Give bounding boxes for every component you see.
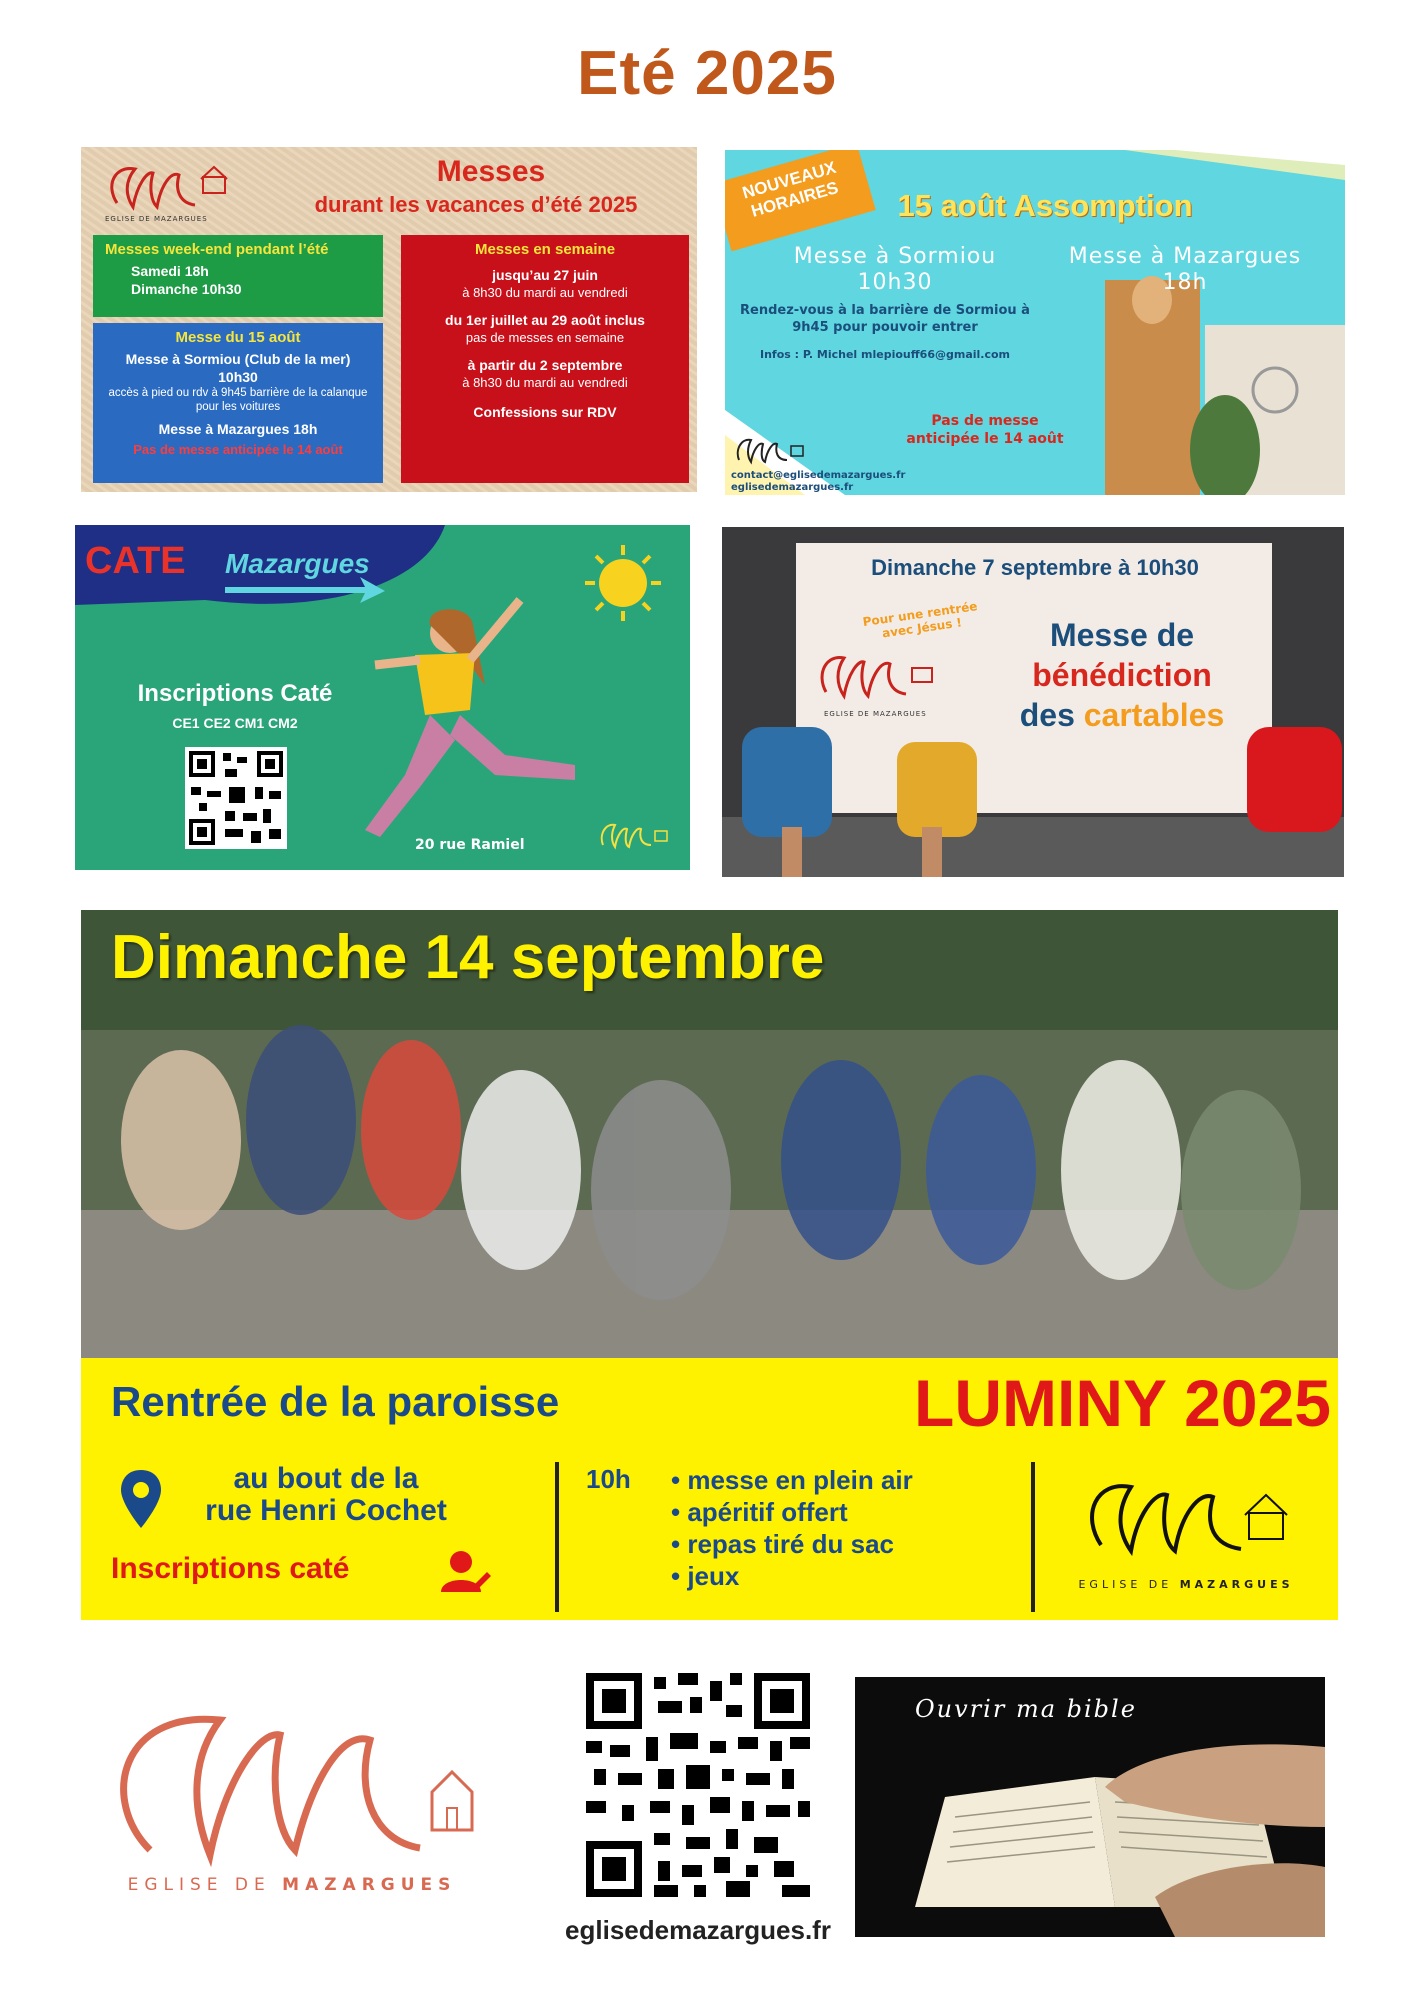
confessions: Confessions sur RDV [473,404,617,420]
weekday-box [401,235,689,483]
meeting-info: Rendez-vous à la barrière de Sormiou à 9h45 pour pouvoir entrer [740,303,1030,335]
user-edit-icon [441,1548,491,1598]
weekday-l2: à 8h30 du mardi au vendredi [462,285,628,300]
blessing-tagline: Pour une rentrée avec Jésus ! [861,599,979,641]
logo-caption: EGLISE DE MAZARGUES [127,1875,457,1895]
website-url[interactable]: eglisedemazargues.fr [565,1915,831,1945]
weekday-l3: du 1er juillet au 29 août inclus [445,312,645,328]
assumption-title: 15 août Assomption [897,188,1193,223]
logo-caption: EGLISE DE MAZARGUES [824,710,927,718]
no-anticipated-mass: Pas de messe anticipée le 14 août [133,442,343,457]
blessing-line1: Messe de [1049,617,1195,653]
blessing-line3a: des [1019,697,1084,733]
messes-summer-panel [81,147,697,492]
messes-subtitle: durant les vacances d’été 2025 [314,192,638,217]
activity-item: • messe en plein air [671,1465,913,1495]
mazargues-time: 18h [1162,270,1208,295]
sormiou-mass-block [745,244,1045,296]
mazargues-mass-block [1035,244,1335,296]
blessing-line3b: cartables [1083,697,1225,733]
blessing-line2: bénédiction [1032,657,1212,693]
mazargues-mass: Messe à Mazargues 18h [158,421,318,437]
weekend-saturday: Samedi 18h [131,263,209,279]
cate-mazargues: Mazargues [225,548,370,579]
luminy-date: Dimanche 14 septembre [111,923,825,992]
sormiou-time: 10h30 [218,369,258,385]
activity-item: • repas tiré du sac [671,1529,894,1559]
contact-info: Infos : P. Michel mlepiouff66@gmail.com [759,348,1010,361]
location-line1: au bout de la [233,1462,419,1495]
jumping-child-illustration [365,600,575,837]
weekend-box [93,235,383,317]
weekday-l1: jusqu’au 27 juin [492,267,598,283]
mazargues-big-logo [80,1680,500,1910]
open-bible-banner[interactable] [855,1677,1325,1937]
no-anticipated-mass: Pas de messe anticipée le 14 août [906,413,1064,447]
cate-registrations: Inscriptions Caté [137,680,333,707]
mazargues-logo [731,432,811,468]
weekday-l4: pas de messes en semaine [465,330,625,345]
sun-icon [599,559,647,607]
activity-item: • apéritif offert [671,1497,848,1527]
logo-caption: EGLISE DE MAZARGUES [105,215,208,223]
mazargues-logo [1071,1465,1311,1575]
location-text [176,1463,476,1527]
new-schedule-badge: NOUVEAUX HORAIRES [725,150,876,251]
location-pin-icon [121,1470,161,1530]
contact-site: eglisedemazargues.fr [731,482,854,493]
assumption-panel [725,150,1345,495]
weekday-header: Messes en semaine [474,241,616,258]
divider [1031,1462,1035,1612]
mazargues-logo-m [80,1680,500,1870]
cate-registrations: Inscriptions caté [111,1552,350,1585]
luminy-title: LUMINY 2025 [914,1366,1331,1440]
school-bags-illustration [722,527,1344,877]
mazargues-logo [95,155,245,225]
weekday-l6: à 8h30 du mardi au vendredi [462,375,628,390]
weekend-sunday: Dimanche 10h30 [131,281,242,297]
sormiou-time: 10h30 [857,270,933,295]
weekend-header: Messes week-end pendant l’été [105,241,329,258]
august15-box [93,323,383,483]
activity-list [671,1464,913,1592]
sormiou-note: accès à pied ou rdv à 9h45 barrière de la calanque pour les voitures [108,387,368,413]
bible-hand-illustration [855,1677,1325,1937]
sormiou-mass: Messe à Sormiou (Club de la mer) [125,351,351,367]
mazargues-logo [595,815,685,860]
cate-qr-code[interactable] [185,747,287,849]
parish-restart-title: Rentrée de la paroisse [111,1378,560,1425]
contact-block [731,470,951,494]
event-time: 10h [586,1464,631,1494]
location-line2: rue Henri Cochet [205,1494,447,1527]
catechism-panel [75,525,690,870]
website-qr-code[interactable] [586,1673,810,1897]
cate-word: CATE [85,540,186,582]
august15-header: Messe du 15 août [175,329,301,346]
mazargues-mass: Messe à Mazargues [1068,244,1302,269]
cate-levels: CE1 CE2 CM1 CM2 [172,715,298,731]
divider [555,1462,559,1612]
open-bible-title: Ouvrir ma bible [915,1695,1137,1723]
logo-caption: EGLISE DE MAZARGUES [1078,1578,1294,1591]
messes-title: Messes [436,155,546,188]
cate-address: 20 rue Ramiel [415,837,525,853]
sormiou-mass: Messe à Sormiou [793,244,997,269]
weekday-l5: à partir du 2 septembre [467,357,623,373]
contact-email: contact@eglisedemazargues.fr [731,470,906,481]
school-bag-blessing-panel [722,527,1344,877]
page-title: Eté 2025 [577,39,837,108]
parish-restart-panel [81,910,1338,1620]
activity-item: • jeux [671,1561,740,1591]
blessing-date: Dimanche 7 septembre à 10h30 [871,555,1199,580]
